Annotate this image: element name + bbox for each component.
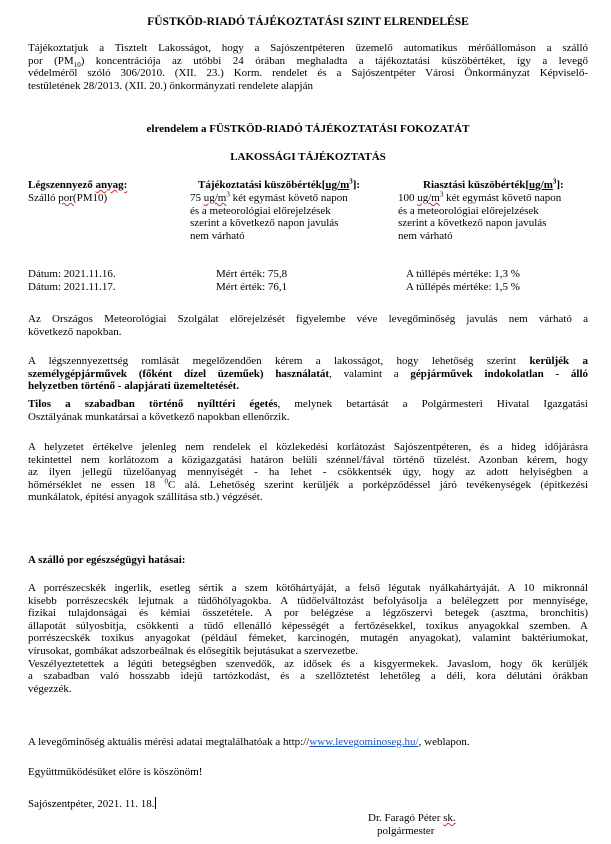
paragraph-line: tekintettel nem korlátozom a közigazgatási határon belüli szénnel/fával történő tüzelést. Azonban kérem, hogy bbox=[28, 453, 588, 466]
paragraph-line bbox=[28, 368, 588, 381]
intro-paragraph bbox=[28, 42, 588, 92]
unit-superscript: 3 bbox=[226, 190, 230, 199]
signature-text: Dr. Faragó Péter bbox=[368, 812, 444, 824]
emphasis-text: kerüljék a bbox=[529, 355, 588, 367]
paragraph-line: Veszélyeztetettek a légúti betegségben szenvedők, az idősek és a kisgyermekek. Javaslom, hogy ők kerüljék bbox=[28, 657, 588, 670]
unit-text: ug/m bbox=[203, 192, 227, 204]
vehicle-paragraph bbox=[28, 355, 588, 393]
paragraph-line: porrészecskék toxikus anyagokat (például fémeket, karcinogén, mutagén anyagokat), valamint baktériumokat, bbox=[28, 632, 588, 645]
pollutant-header bbox=[28, 179, 127, 192]
paragraph-line: munkálatok, építési anyagok szállítása stb.) végzését. bbox=[28, 491, 263, 504]
header-text: ]: bbox=[352, 179, 361, 191]
alarm-threshold-header bbox=[423, 179, 564, 192]
header-text: ]: bbox=[556, 179, 564, 191]
header-text: Riasztási küszöbérték[ bbox=[423, 179, 530, 191]
intro-line-2 bbox=[28, 55, 588, 68]
emphasis-text: személygépjárművek (főként dízel üzeműek) használatát bbox=[28, 367, 330, 380]
subtitle: LAKOSSÁGI TÁJÉKOZTATÁS bbox=[230, 151, 386, 163]
measurement-date: Dátum: 2021.11.16. bbox=[28, 268, 116, 280]
place-date-line bbox=[28, 797, 588, 811]
threshold-line bbox=[398, 192, 561, 205]
measurement-rows bbox=[28, 268, 588, 298]
measurement-date: Dátum: 2021.11.17. bbox=[28, 281, 116, 293]
signature-role: polgármester bbox=[377, 824, 435, 837]
website-paragraph bbox=[28, 736, 588, 749]
paragraph-text: , melynek betartását a Polgármesteri Hivatal Igazgatási bbox=[277, 398, 588, 410]
paragraph-line: következő napokban. bbox=[28, 325, 122, 338]
pollutant-name bbox=[28, 192, 107, 205]
threshold-line: szerint a következő napon javulás bbox=[398, 217, 547, 230]
pollutant-text: PM10) bbox=[76, 192, 108, 204]
situation-paragraph bbox=[28, 441, 588, 504]
emphasis-text: Tilos a szabadban történő nyílttéri égetés bbox=[28, 398, 278, 410]
paragraph-text: C alá. Lehetőség szerint kerüljék a porképződéssel járó tevékenységek (építkezési bbox=[167, 478, 588, 491]
paragraph-line: Az Országos Meteorológiai Szolgálat előrejelzését figyelembe véve levegőminőség javulás nem várható a bbox=[28, 313, 588, 325]
text-cursor bbox=[155, 797, 156, 809]
pollutant-text: Szálló bbox=[28, 192, 59, 204]
intro-line-3: védelméről szóló 306/2010. (XII. 23.) Korm. rendelet és a Sajószentpéter Városi Önkormányzat Képviselő- bbox=[28, 67, 588, 80]
measured-value: Mért érték: 75,8 bbox=[216, 268, 288, 280]
threshold-line: nem várható bbox=[398, 229, 453, 242]
paragraph-line: A helyzetet értékelve jelenleg nem rendelek el közlekedési korlátozást Sajószentpéteren, és a hideg időjárásra bbox=[28, 441, 588, 453]
threshold-line: és a meteorológiai előrejelzések bbox=[190, 204, 331, 217]
pollutant-text: por( bbox=[58, 192, 77, 204]
exceedance-value: A túllépés mértéke: 1,5 % bbox=[406, 281, 520, 293]
emphasis-text: helyzetben történő - alapjárati üzemeltetését. bbox=[28, 380, 240, 393]
paragraph-line: Osztályának munkatársai a következő napokban ellenőrzik. bbox=[28, 410, 290, 423]
emphasis-text: gépjárművek indokolatlan - álló bbox=[410, 367, 589, 380]
paragraph-text: , weblapon. bbox=[418, 736, 470, 748]
threshold-text: 100 bbox=[398, 192, 418, 204]
paragraph-line bbox=[28, 479, 588, 492]
intro-text: ) koncentrációja az utóbbi 24 órában meghaladta a tájékoztatási küszöbértéket, így a levegő bbox=[80, 54, 588, 67]
paragraph-line: a szabadban való hosszabb idejű tartózkodást, és a szellőztetést lehetőleg a déli, kora délutáni órákban bbox=[28, 670, 588, 683]
threshold-text: 75 bbox=[190, 192, 204, 204]
paragraph-line: vírusokat, gombákat adszorbeálnak és elősegítik bejutásukat a szervezetbe. bbox=[28, 644, 359, 657]
degree-superscript: 0 bbox=[164, 477, 168, 486]
paragraph-line: fizikai tulajdonságai és kémiai összetétele. A por belégzése a légzőszervi betegek (asztma, bronchitis) bbox=[28, 607, 588, 620]
signature-name bbox=[368, 812, 456, 825]
exceedance-value: A túllépés mértéke: 1,3 % bbox=[406, 268, 520, 280]
document-title: FÜSTKÖD-RIADÓ TÁJÉKOZTATÁSI SZINT ELRENDELÉSE bbox=[147, 16, 469, 28]
threshold-line: szerint a következő napon javulás bbox=[190, 217, 339, 230]
measured-value: Mért érték: 76,1 bbox=[216, 281, 288, 293]
paragraph-line: kisebb porrészecskék lejutnak a tüdőhólyagokba. A tüdőelváltozást befolyásolja a belélegzett por mennyisége, bbox=[28, 594, 588, 607]
info-threshold-header bbox=[198, 179, 360, 192]
paragraph-text: A légszennyezettség romlását megelőzendően kérem a lakosságot, hogy lehetőség szerint bbox=[28, 355, 530, 367]
place-date-text: Sajószentpéter, 2021. 11. 18. bbox=[28, 798, 155, 810]
unit-superscript: 3 bbox=[349, 177, 353, 186]
threshold-text: két egymást követő napon bbox=[229, 192, 348, 204]
paragraph-line: végezzék. bbox=[28, 682, 72, 695]
info-threshold-value bbox=[190, 192, 348, 242]
paragraph-line: A porrészecskék ingerlik, esetleg sértik a szem kötőhártyáját, a felső légutak nyálkahártyáját. A 10 mikronnál bbox=[28, 582, 588, 594]
intro-line-1: Tájékoztatjuk a Tisztelt Lakosságot, hogy a Sajószentpéteren üzemelő automatikus mérőállomáson a szálló bbox=[28, 42, 588, 54]
header-text: anyag: bbox=[95, 179, 128, 191]
pm-subscript: 10 bbox=[73, 60, 81, 69]
paragraph-line: állapotát súlyosbítja, csökkenti a tüdő ellenálló képességét a fertőzésekkel, toxikus anyagokkal szemben. A bbox=[28, 619, 588, 632]
health-heading: A szálló por egészségügyi hatásai: bbox=[28, 554, 186, 566]
paragraph-line bbox=[28, 398, 588, 411]
thanks-line: Együttműködésüket előre is köszönöm! bbox=[28, 766, 203, 778]
header-text: Tájékoztatási küszöbérték[ bbox=[198, 179, 326, 191]
health-paragraph bbox=[28, 582, 588, 695]
signature-block bbox=[368, 812, 456, 837]
threshold-line bbox=[190, 192, 348, 205]
unit-text: ug/m bbox=[325, 179, 350, 191]
signature-text: sk. bbox=[443, 812, 456, 824]
paragraph-text: A levegőminőség aktuális mérési adatai megtalálhatóak a http:// bbox=[28, 736, 310, 748]
unit-text: ug/m bbox=[417, 192, 440, 204]
threshold-table bbox=[28, 179, 588, 269]
threshold-text: két egymást követő napon bbox=[443, 192, 562, 204]
threshold-line: nem várható bbox=[190, 229, 245, 242]
levegominoseg-link[interactable]: www.levegominoseg.hu/ bbox=[309, 736, 419, 748]
paragraph-text: , valamint a bbox=[329, 367, 411, 380]
unit-superscript: 3 bbox=[439, 190, 444, 199]
decree-line: elrendelem a FÜSTKÖD-RIADÓ TÁJÉKOZTATÁSI FOKOZATÁT bbox=[146, 123, 470, 135]
threshold-line: és a meteorológiai előrejelzések bbox=[398, 204, 539, 217]
intro-text: por (PM bbox=[28, 54, 74, 67]
unit-text: ug/m bbox=[529, 179, 553, 191]
alarm-threshold-value bbox=[398, 192, 561, 242]
paragraph-line: az ilyen jellegű tüzelőanyag mennyiségét - ha lehet - csökkentsék úgy, hogy az adott helyiségben a bbox=[28, 466, 588, 479]
unit-superscript: 3 bbox=[552, 177, 557, 186]
burning-paragraph bbox=[28, 398, 588, 423]
intro-line-4: testületének 28/2013. (XII. 20.) önkormányzati rendelete alapján bbox=[28, 79, 313, 92]
paragraph-text: hőmérséklet ne essen 18 bbox=[28, 478, 165, 491]
paragraph-line bbox=[28, 355, 588, 368]
header-text: Légszennyező bbox=[28, 179, 96, 191]
forecast-paragraph bbox=[28, 313, 588, 338]
